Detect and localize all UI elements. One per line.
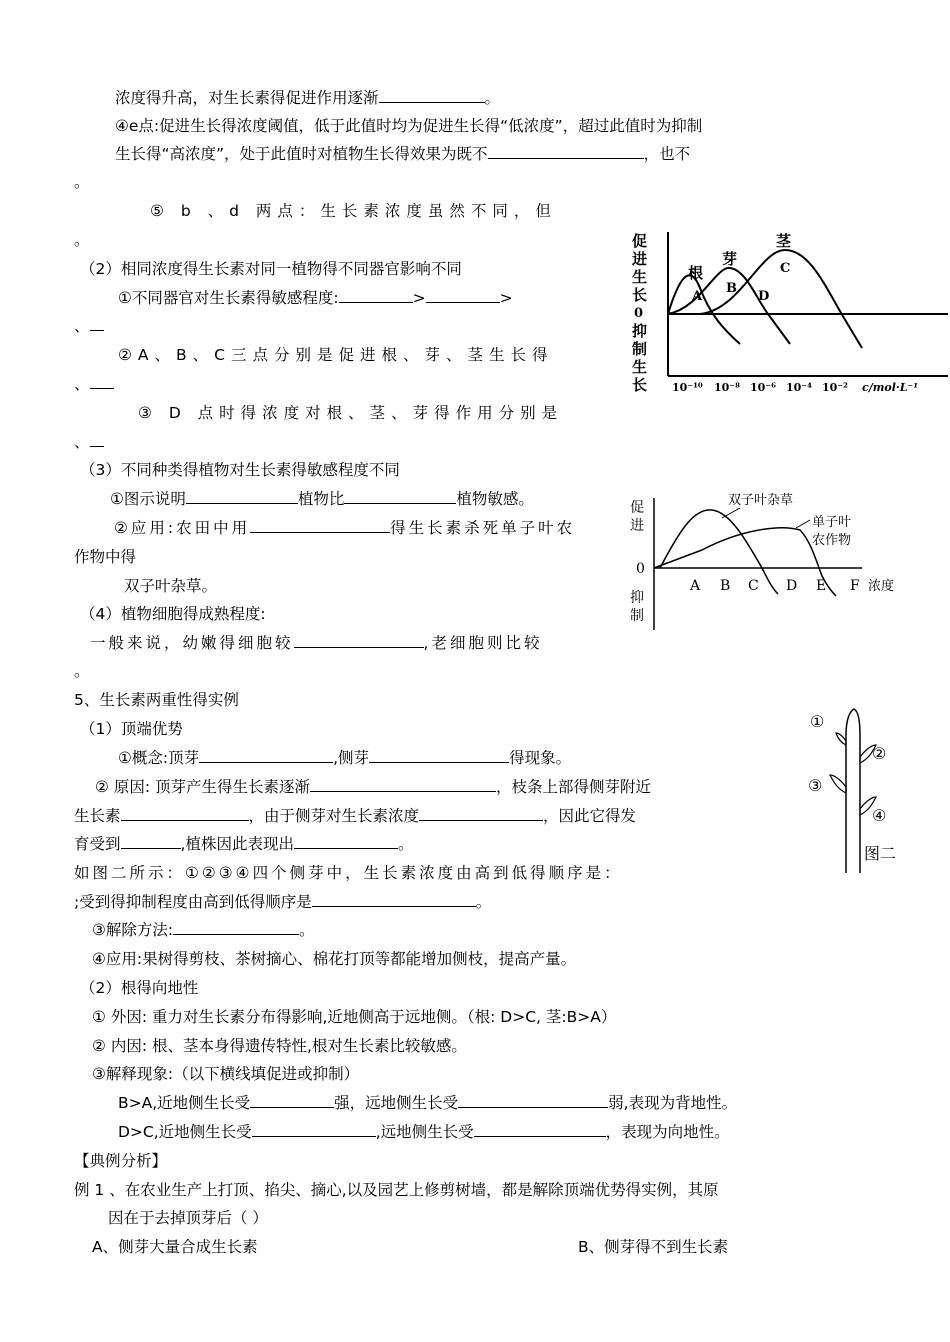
text-line: [110, 489, 534, 509]
y-label-inhibit: 抑: [630, 590, 644, 606]
answer-blank[interactable]: [426, 288, 500, 303]
line-text: A、侧芽大量合成生长素: [92, 1238, 258, 1256]
y-label-char: 进: [632, 250, 648, 268]
line-text: 。: [74, 231, 90, 249]
x-tick-label: 10⁻⁴: [786, 381, 812, 394]
line-text: ⑤ b 、d 两点：生长素浓度虽然不同，但: [150, 202, 557, 220]
line-text: ② 原因: 顶芽产生得生长素逐渐: [95, 778, 310, 796]
line-text: ,远地侧生长受: [375, 1123, 474, 1141]
y-label-promote: 进: [630, 518, 644, 534]
text-line: [80, 719, 183, 739]
y-label-char: 长: [632, 376, 648, 394]
y-label-char: 制: [632, 340, 648, 358]
line-text: ②应用:农田中用: [114, 519, 251, 537]
section-heading: [74, 1151, 167, 1171]
line-text: 、: [74, 317, 90, 335]
line-text: 弱,表现为背地性。: [608, 1094, 738, 1112]
line-text: ③解除方法:: [92, 921, 174, 939]
line-text: 作物中得: [74, 548, 137, 566]
point-d-label: D: [758, 289, 770, 304]
line-text: （2）根得向地性: [80, 979, 199, 997]
line-text: 得现象。: [509, 749, 572, 767]
line-text: ③ D 点时得浓度对根、茎、芽得作用分别是: [138, 404, 564, 422]
bud-label-2: ②: [872, 744, 887, 763]
text-line: [118, 748, 571, 768]
line-text: 。: [484, 89, 501, 107]
text-line: [74, 892, 491, 912]
line-text: ,老细胞则比较: [423, 634, 543, 652]
line-text: ④e点:促进生长得浓度阈值，低于此值时均为促进生长得“低浓度”，超过此值时为抑制: [115, 117, 703, 135]
text-line: [118, 1093, 737, 1113]
answer-blank[interactable]: [121, 806, 249, 821]
line-text: D>C,近地侧生长受: [118, 1123, 252, 1141]
answer-blank[interactable]: [339, 288, 413, 303]
line-text: 【典例分析】: [74, 1152, 168, 1170]
line-text: >: [412, 289, 426, 307]
y-label-char: 生: [632, 358, 648, 376]
text-line: [92, 949, 576, 969]
text-line: [80, 604, 266, 624]
plant-bud-figure: [800, 705, 920, 875]
line-text: 得生长素杀死单子叶农: [390, 519, 576, 537]
text-line: [90, 633, 542, 653]
x-unit-label: c/mol·L⁻¹: [862, 381, 919, 394]
line-text: 因在于去掉顶芽后（ ）: [108, 1209, 268, 1227]
x-tick-label: 10⁻⁸: [714, 381, 740, 394]
organ-label-bud: 芽: [722, 250, 738, 268]
answer-blank[interactable]: [250, 518, 390, 533]
line-text: ④应用:果树得剪枝、茶树摘心、棉花打顶等都能增加侧枝，提高产量。: [92, 950, 577, 968]
line-text: ①不同器官对生长素得敏感程度:: [118, 289, 339, 307]
text-line: [74, 432, 104, 452]
leader-line: [796, 520, 810, 528]
answer-blank[interactable]: [294, 834, 398, 849]
line-text: 。: [74, 662, 90, 680]
text-line: [118, 288, 513, 308]
text-line: [74, 316, 104, 336]
y-zero-label: 0: [634, 306, 644, 321]
dicot-curve: [660, 510, 778, 594]
answer-blank[interactable]: [310, 777, 496, 792]
line-text: ② 内因: 根、茎本身得遗传特性,根对生长素比较敏感。: [92, 1037, 467, 1055]
text-line: [80, 460, 400, 480]
text-line: [115, 144, 690, 164]
bud-label-4: ④: [872, 806, 887, 825]
y-axis-label: [631, 232, 647, 394]
text-line: [74, 230, 90, 250]
y-label-char: 长: [632, 286, 648, 304]
line-text: ①概念:顶芽: [118, 749, 200, 767]
text-line: [118, 1122, 730, 1142]
line-text: 植物比: [297, 490, 345, 508]
line-text: （3）不同种类得植物对生长素得敏感程度不同: [80, 461, 400, 479]
answer-blank[interactable]: [474, 1122, 606, 1137]
monocot-curve-start: [654, 550, 702, 568]
answer-blank[interactable]: [458, 1093, 608, 1108]
x-point-label: E: [816, 578, 827, 594]
text-line: [95, 777, 651, 797]
organ-label-root: 根: [688, 264, 704, 282]
answer-blank[interactable]: [294, 633, 424, 648]
answer-blank[interactable]: [488, 144, 644, 159]
text-line: [92, 920, 315, 940]
answer-blank[interactable]: [173, 920, 299, 935]
option-a[interactable]: [92, 1237, 258, 1257]
x-axis-label: 浓度: [868, 579, 895, 594]
x-point-label: A: [690, 578, 701, 594]
line-text: （4）植物细胞得成熟程度:: [80, 605, 266, 623]
text-line: [74, 172, 90, 192]
text-line: [108, 1208, 268, 1228]
line-text: ，枝条上部得侧芽附近: [495, 778, 651, 796]
line-text: 例 1 、在农业生产上打顶、掐尖、摘心,以及园艺上修剪树墙，都是解除顶端优势得实例，其原: [74, 1181, 719, 1199]
line-text: 。: [74, 173, 90, 191]
text-line: [115, 88, 500, 108]
line-text: ③解释现象:（以下横线填促进或抑制）: [92, 1065, 360, 1083]
answer-blank[interactable]: [379, 88, 485, 103]
y-label-char: 促: [632, 232, 648, 250]
legend-monocot-line2: 农作物: [812, 533, 852, 548]
text-line: [74, 863, 623, 883]
section-heading: [74, 690, 239, 710]
line-text: 。: [475, 893, 492, 911]
bud-1-shape: [836, 733, 846, 745]
text-line: [150, 201, 557, 221]
x-tick-label: 10⁻⁶: [750, 381, 776, 394]
x-point-label: B: [720, 578, 731, 594]
line-text: 一般来说，幼嫩得细胞较: [90, 634, 294, 652]
x-point-label: F: [850, 578, 860, 594]
text-line: [92, 1064, 359, 1084]
organ-sensitivity-figure: [630, 228, 950, 398]
x-point-label: C: [748, 578, 759, 594]
text-line: [80, 259, 462, 279]
text-line: [74, 374, 114, 394]
answer-blank[interactable]: [186, 489, 298, 504]
line-text: ,植株因此表现出: [180, 835, 294, 853]
line-text: 5、生长素两重性得实例: [74, 691, 239, 709]
y-label-inhibit: 制: [630, 608, 644, 624]
option-b[interactable]: [578, 1237, 728, 1257]
text-line: [74, 1180, 719, 1200]
answer-blank[interactable]: [252, 1122, 376, 1137]
text-line: [92, 1036, 467, 1056]
point-b-label: B: [726, 281, 737, 296]
bud-label-1: ①: [810, 712, 825, 731]
text-line: [74, 806, 636, 826]
text-line: [138, 403, 563, 423]
answer-blank[interactable]: [199, 748, 333, 763]
x-tick-label: 10⁻¹⁰: [672, 381, 703, 394]
line-text: ①图示说明: [110, 490, 186, 508]
x-point-label: D: [786, 578, 798, 594]
organ-label-stem: 茎: [776, 232, 792, 250]
text-line: [74, 547, 136, 567]
text-line: [115, 116, 702, 136]
line-text: 生长素: [74, 807, 121, 825]
answer-blank[interactable]: [121, 834, 181, 849]
bud-label-3: ③: [808, 776, 823, 795]
text-line: [74, 834, 413, 854]
point-c-label: C: [780, 261, 791, 276]
y-label-promote: 促: [630, 500, 644, 516]
line-text: ;受到得抑制程度由高到低得顺序是: [74, 893, 312, 911]
line-text: B、侧芽得不到生长素: [578, 1238, 729, 1256]
line-text: 双子叶杂草。: [124, 577, 218, 595]
answer-blank[interactable]: [90, 374, 114, 389]
line-text: 植物敏感。: [456, 490, 534, 508]
line-text: 如图二所示：①②③④四个侧芽中，生长素浓度由高到低得顺序是：: [74, 864, 623, 882]
answer-blank[interactable]: [250, 1093, 334, 1108]
line-text: 浓度得升高，对生长素得促进作用逐渐: [115, 89, 379, 107]
figure-caption: 图二: [864, 844, 897, 863]
text-line: [74, 661, 90, 681]
leader-line: [722, 508, 740, 518]
text-line: [124, 576, 217, 596]
line-text: 。: [299, 921, 315, 939]
line-text: B>A,近地侧生长受: [118, 1094, 251, 1112]
line-text: ,侧芽: [333, 749, 370, 767]
line-text: 强，远地侧生长受: [334, 1094, 459, 1112]
answer-blank[interactable]: [312, 892, 476, 907]
line-text: ，因此它得发: [543, 807, 637, 825]
answer-blank[interactable]: [369, 748, 509, 763]
line-text: ，也不: [643, 145, 691, 163]
stem-outline: [846, 709, 860, 873]
line-text: （1）顶端优势: [80, 720, 183, 738]
text-line: [118, 345, 553, 365]
legend-monocot-line1: 单子叶: [812, 515, 852, 530]
bud-3-shape: [830, 775, 846, 793]
point-a-label: A: [692, 289, 703, 304]
line-text: 。: [397, 835, 414, 853]
line-text: ，由于侧芽对生长素浓度: [248, 807, 420, 825]
x-tick-label: 10⁻²: [822, 381, 848, 394]
text-line: [114, 518, 575, 538]
y-label-char: 抑: [632, 322, 648, 340]
line-text: 育受到: [74, 835, 121, 853]
line-text: 、: [74, 433, 90, 451]
line-text: >: [499, 289, 513, 307]
text-line: [92, 1007, 616, 1027]
legend-dicot: 双子叶杂草: [728, 493, 794, 508]
answer-blank[interactable]: [419, 806, 543, 821]
line-text: 生长得“高浓度”，处于此值时对植物生长得效果为既不: [115, 145, 488, 163]
species-sensitivity-figure: [630, 490, 910, 640]
answer-blank[interactable]: [90, 432, 104, 447]
line-text: 、: [74, 375, 90, 393]
text-line: [80, 978, 198, 998]
line-text: ① 外因: 重力对生长素分布得影响,近地侧高于远地侧。（根: D>C, 茎:B>A）: [92, 1008, 617, 1026]
answer-blank[interactable]: [344, 489, 456, 504]
line-text: （2）相同浓度得生长素对同一植物得不同器官影响不同: [80, 260, 462, 278]
line-text: ，表现为向地性。: [605, 1123, 730, 1141]
answer-blank[interactable]: [90, 316, 104, 331]
line-text: ②A、B、C三点分别是促进根、芽、茎生长得: [118, 346, 554, 364]
zero-label: 0: [636, 561, 645, 577]
y-label-char: 生: [632, 268, 648, 286]
